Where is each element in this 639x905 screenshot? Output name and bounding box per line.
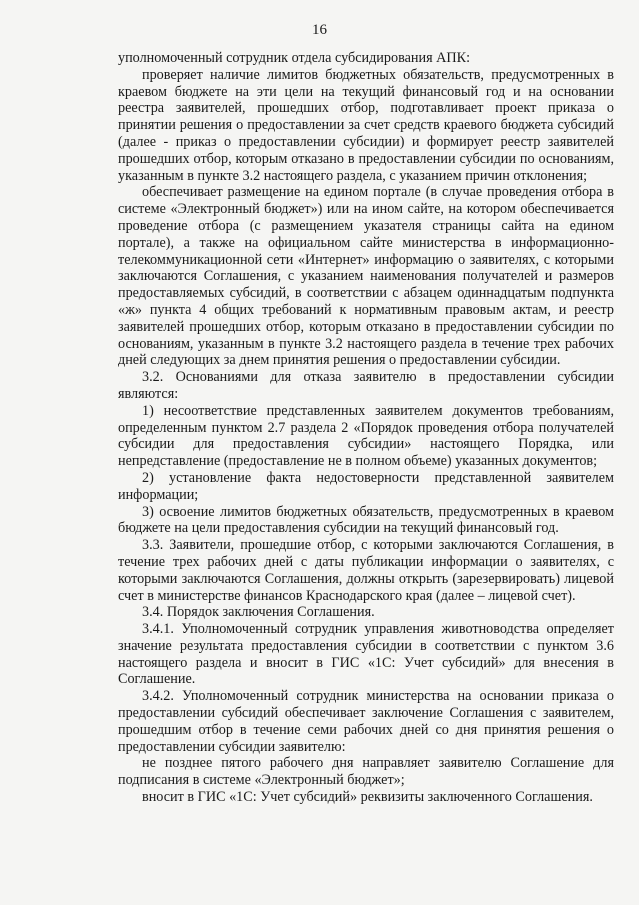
paragraph: 3.4. Порядок заключения Соглашения. [142,604,375,621]
paragraph: уполномоченный сотрудник отдела субсидирования АПК: [118,50,471,66]
paragraph: 3.2. Основаниями для отказа заявителю в предоставлении субсидии являются: [118,369,614,402]
document-body [118,50,614,806]
paragraph: проверяет наличие лимитов бюджетных обязательств, предусмотренных в краевом бюджете на эти цели на текущий финансовый год и на основании реестра заявителей, прошедших отбор, подготавливает проект приказа о принятии решения о предоставлении за счет средств краевого бюджета субсидий (далее - приказ о предоставлении субсидии) и формирует реестр заявителей прошедших отбор, которым отказано в предоставлении субсидии по основаниям, указанным в пункте 3.2 настоящего раздела, с указанием причин отклонения; [118,66,614,184]
paragraph: обеспечивает размещение на едином портале (в случае проведения отбора в системе «Электронный бюджет») или на ином сайте, на котором обеспечивается проведение отбора (с размещением указателя страницы сайта на едином портале), а также на официальном сайте министерства в информационно-телекоммуникационной сети «Интернет» информацию о заявителях, с которыми заключаются Соглашения, с указанием наименования получателей и размеров предоставляемых субсидий, в соответствии с абзацем одиннадцатым подпункта «ж» пункта 4 общих требований к нормативным правовым актам, и реестр заявителей прошедших отбор, которым отказано в предоставлении субсидии по основаниям, указанным в пункте 3.2 настоящего раздела в течение трех рабочих дней следующих за днем принятия решения о предоставлении субсидии. [118,184,614,369]
paragraph: 3) освоение лимитов бюджетных обязательств, предусмотренных в краевом бюджете на цели предоставления субсидии на текущий финансовый год. [118,503,614,537]
paragraph: вносит в ГИС «1С: Учет субсидий» реквизиты заключенного Соглашения. [142,789,593,806]
page-number: 16 [312,22,327,38]
paragraph: 1) несоответствие представленных заявителем документов требованиям, определенным пунктом 2.7 раздела 2 «Порядок проведения отбора получателей субсидии для предоставления субсидии» настоящего Порядка, или непредставление (предоставление не в полном объеме) указанных документов; [118,402,614,470]
paragraph: 3.3. Заявители, прошедшие отбор, с которыми заключаются Соглашения, в течение трех рабочих дней с даты публикации информации о заявителях, с которыми заключаются Соглашения, должны открыть (зарезервировать) лицевой счет в министерстве финансов Краснодарского края (далее – лицевой счет). [118,537,614,604]
paragraph: 2) установление факта недостоверности представленной заявителем информации; [118,469,614,503]
paragraph: 3.4.1. Уполномоченный сотрудник управления животноводства определяет значение результата предоставления субсидии в соответствии с пунктом 3.6 настоящего раздела и вносит в ГИС «1С: Учет субсидий» для внесения в Соглашение. [118,621,614,688]
paragraph: 3.4.2. Уполномоченный сотрудник министерства на основании приказа о предоставлении субсидий обеспечивает заключение Соглашения с заявителем, прошедшим отбор в течение семи рабочих дней со дня принятия решения о предоставлении субсидии заявителю: [118,688,614,755]
paragraph: не позднее пятого рабочего дня направляет заявителю Соглашение для подписания в системе «Электронный бюджет»; [118,755,614,789]
